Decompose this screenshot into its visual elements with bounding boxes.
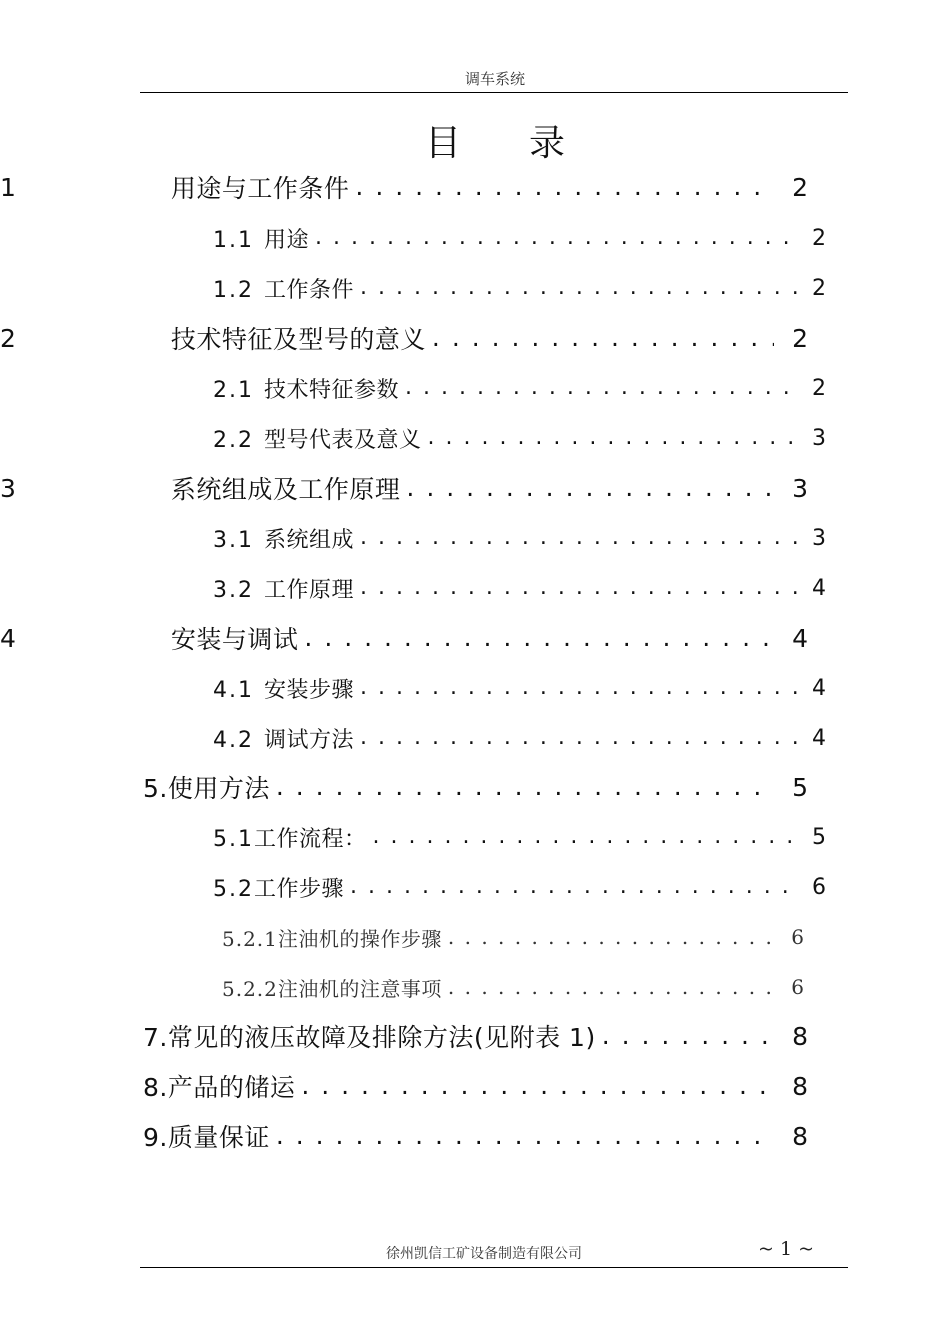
- toc-entry-number: 2.2: [213, 427, 254, 453]
- footer-company-name: 徐州凯信工矿设备制造有限公司: [386, 1246, 582, 1262]
- toc-entry-page: 4: [812, 725, 826, 751]
- toc-entry-page: 4: [812, 575, 826, 601]
- toc-heading: 目录: [424, 123, 633, 164]
- toc-entry-page: 2: [812, 375, 826, 401]
- toc-entry-page: 3: [812, 425, 826, 451]
- toc-entry-title: 产品的储运: [167, 1073, 296, 1102]
- toc-entry-page: 2: [812, 225, 826, 251]
- dot-leader: [354, 666, 798, 710]
- toc-entry-number: 4.2: [213, 727, 254, 753]
- toc-entry-page: 5: [792, 772, 808, 802]
- dot-leader: [295, 1064, 774, 1108]
- toc-entry-title: 安装与调试: [170, 625, 299, 654]
- header-rule: [140, 92, 848, 93]
- dot-leader: [349, 165, 774, 209]
- toc-entry-title: 技术特征及型号的意义: [170, 325, 426, 354]
- toc-entry-title: 工作条件: [264, 277, 355, 303]
- toc-entry-title: 技术特征参数: [264, 377, 400, 403]
- toc-entry-title: 系统组成及工作原理: [170, 475, 401, 504]
- toc-entry-5-2-2[interactable]: [0, 965, 950, 1009]
- toc-entry-2[interactable]: [0, 316, 950, 360]
- toc-entry-5[interactable]: [0, 765, 950, 809]
- toc-entry-3[interactable]: [0, 466, 950, 510]
- dot-leader: [344, 865, 798, 909]
- dot-leader: [596, 1014, 774, 1058]
- toc-entry-4[interactable]: [0, 616, 950, 660]
- toc-entry-page: 4: [792, 623, 808, 653]
- toc-entry-title: 注油机的操作步骤: [277, 926, 442, 951]
- toc-entry-5-2-1[interactable]: [0, 915, 950, 959]
- toc-entry-1-2[interactable]: [0, 266, 950, 310]
- dot-leader: [270, 765, 774, 809]
- dot-leader: [354, 266, 798, 310]
- toc-entry-number: 5.2.1: [222, 926, 278, 951]
- toc-entry-9[interactable]: [0, 1114, 950, 1158]
- footer-page-number: ~ 1 ~: [758, 1238, 815, 1260]
- dot-leader: [298, 616, 774, 660]
- toc-entry-title: 质量保证: [167, 1123, 270, 1152]
- toc-entry-number: 5.: [143, 774, 168, 803]
- toc-entry-title: 用途: [264, 227, 310, 253]
- toc-entry-3-1[interactable]: [0, 516, 950, 560]
- toc-entry-1-1[interactable]: [0, 216, 950, 260]
- toc-entry-4-2[interactable]: [0, 716, 950, 760]
- toc-entry-page: 3: [812, 525, 826, 551]
- toc-entry-number: 9.: [143, 1123, 168, 1152]
- toc-entry-number: 3: [0, 473, 18, 503]
- toc-entry-page: 2: [812, 275, 826, 301]
- dot-leader: [354, 716, 798, 760]
- toc-entry-page: 6: [812, 874, 826, 900]
- toc-entry-title: 工作原理: [264, 577, 355, 603]
- dot-leader: [354, 566, 798, 610]
- toc-entry-2-2[interactable]: [0, 416, 950, 460]
- toc-entry-number: 5.2.2: [222, 976, 278, 1001]
- toc-entry-number: 1: [0, 172, 18, 202]
- toc-entry-title: 系统组成: [264, 527, 355, 553]
- dot-leader: [442, 915, 776, 959]
- dot-leader: [399, 366, 798, 410]
- dot-leader: [422, 416, 798, 460]
- toc-entry-number: 8.: [143, 1073, 168, 1102]
- toc-entry-page: 2: [792, 172, 808, 202]
- toc-entry-8[interactable]: [0, 1064, 950, 1108]
- toc-entry-title: 工作步骤: [254, 876, 345, 902]
- footer-rule: [140, 1267, 848, 1268]
- toc-entry-page: 4: [812, 675, 826, 701]
- toc-entry-7[interactable]: [0, 1014, 950, 1058]
- toc-entry-number: 2.1: [213, 377, 254, 403]
- toc-entry-page: 8: [792, 1071, 808, 1101]
- toc-entry-number: 2: [0, 323, 18, 353]
- toc-entry-number: 1.1: [213, 227, 254, 253]
- toc-entry-4-1[interactable]: [0, 666, 950, 710]
- toc-entry-1[interactable]: [0, 165, 950, 209]
- toc-entry-title: 型号代表及意义: [264, 427, 422, 453]
- toc-entry-page: 6: [791, 925, 804, 949]
- toc-entry-page: 2: [792, 323, 808, 353]
- toc-entry-title: 使用方法: [167, 774, 270, 803]
- dot-leader: [426, 316, 774, 360]
- toc-entry-title: 工作流程：: [254, 826, 367, 852]
- toc-entry-2-1[interactable]: [0, 366, 950, 410]
- toc-entry-number: 3.2: [213, 577, 254, 603]
- toc-entry-3-2[interactable]: [0, 566, 950, 610]
- toc-entry-title: 用途与工作条件: [170, 174, 350, 203]
- toc-entry-number: 1.2: [213, 277, 254, 303]
- toc-entry-number: 4: [0, 623, 18, 653]
- toc-entry-title: 注油机的注意事项: [277, 976, 442, 1001]
- toc-entry-page: 6: [791, 975, 804, 999]
- toc-entry-5-2[interactable]: [0, 865, 950, 909]
- dot-leader: [400, 466, 774, 510]
- toc-entry-title: 常见的液压故障及排除方法(见附表 1): [167, 1023, 596, 1052]
- toc-entry-page: 8: [792, 1021, 808, 1051]
- dot-leader: [270, 1114, 774, 1158]
- dot-leader: [309, 216, 798, 260]
- toc-entry-number: 3.1: [213, 527, 254, 553]
- dot-leader: [442, 965, 776, 1009]
- dot-leader: [354, 516, 798, 560]
- toc-entry-title: 安装步骤: [264, 677, 355, 703]
- toc-entry-number: 4.1: [213, 677, 254, 703]
- toc-entry-number: 5.2: [213, 876, 254, 902]
- toc-entry-title: 调试方法: [264, 727, 355, 753]
- running-header: 调车系统: [464, 70, 525, 88]
- toc-entry-page: 5: [812, 824, 826, 850]
- dot-leader: [367, 815, 798, 859]
- toc-entry-page: 8: [792, 1121, 808, 1151]
- toc-entry-number: 5.1: [213, 826, 254, 852]
- toc-entry-page: 3: [792, 473, 808, 503]
- toc-entry-5-1[interactable]: [0, 815, 950, 859]
- toc-entry-number: 7.: [143, 1023, 168, 1052]
